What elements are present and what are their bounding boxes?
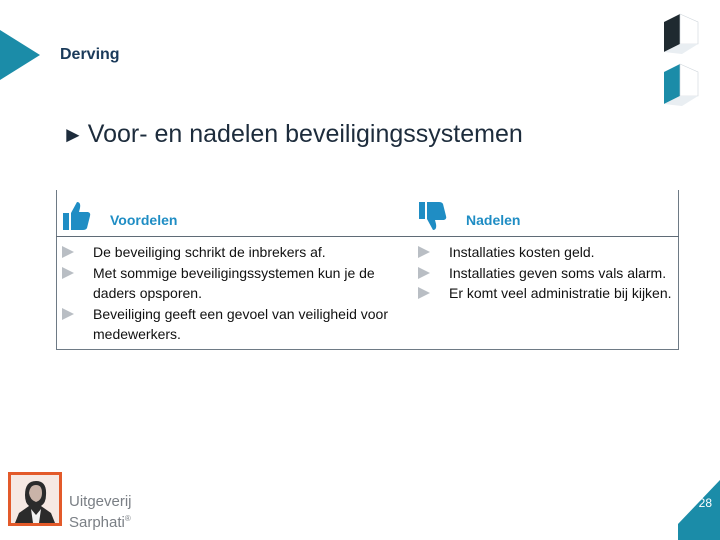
page-number-badge (678, 480, 720, 540)
bullet-arrow-icon (418, 287, 430, 299)
publisher-logo (8, 472, 62, 526)
thumbs-up-icon (62, 200, 92, 232)
list-item (62, 242, 392, 263)
slide-title (62, 120, 523, 149)
list-item-text: Installaties geven soms vals alarm. (449, 264, 667, 281)
section-title: Derving (60, 46, 120, 63)
list-item-text: Met sommige beveiligingssystemen kun je de daders opsporen. (93, 264, 375, 301)
list-item-text: Installaties kosten geld. (449, 244, 595, 260)
bullet-arrow-icon (62, 267, 74, 279)
list-item-text: Er komt veel administratie bij kijken. (449, 285, 672, 301)
publisher-name (69, 493, 132, 531)
trademark-symbol: ® (124, 514, 131, 523)
list-item (418, 263, 683, 284)
cons-heading: Nadelen (466, 212, 521, 228)
title-marker: ► (62, 122, 84, 147)
list-item-text: Beveiliging geeft een gevoel van veiligheid voor medewerkers. (93, 305, 388, 342)
cube-decoration (662, 10, 712, 110)
pros-heading: Voordelen (110, 212, 178, 228)
bullet-arrow-icon (62, 246, 74, 258)
bullet-arrow-icon (418, 267, 430, 279)
table-header-divider (56, 236, 679, 237)
publisher-name-line2 (69, 510, 132, 531)
slide-title-text: Voor- en nadelen beveiligingssystemen (87, 120, 523, 148)
cons-list (418, 242, 683, 304)
pros-list (62, 242, 392, 345)
list-item-text: De beveiliging schrikt de inbrekers af. (93, 244, 326, 260)
list-item (62, 304, 392, 345)
bullet-arrow-icon (418, 246, 430, 258)
portrait-icon (11, 475, 59, 523)
publisher-name-text: Sarphati (69, 514, 125, 531)
publisher-name-line1: Uitgeverij (69, 493, 132, 510)
page-number: 28 (698, 496, 712, 510)
corner-triangle-decoration (0, 30, 40, 80)
list-item (418, 242, 683, 263)
thumbs-down-icon (418, 200, 448, 232)
list-item (418, 283, 683, 304)
list-item (62, 263, 392, 304)
bullet-arrow-icon (62, 308, 74, 320)
